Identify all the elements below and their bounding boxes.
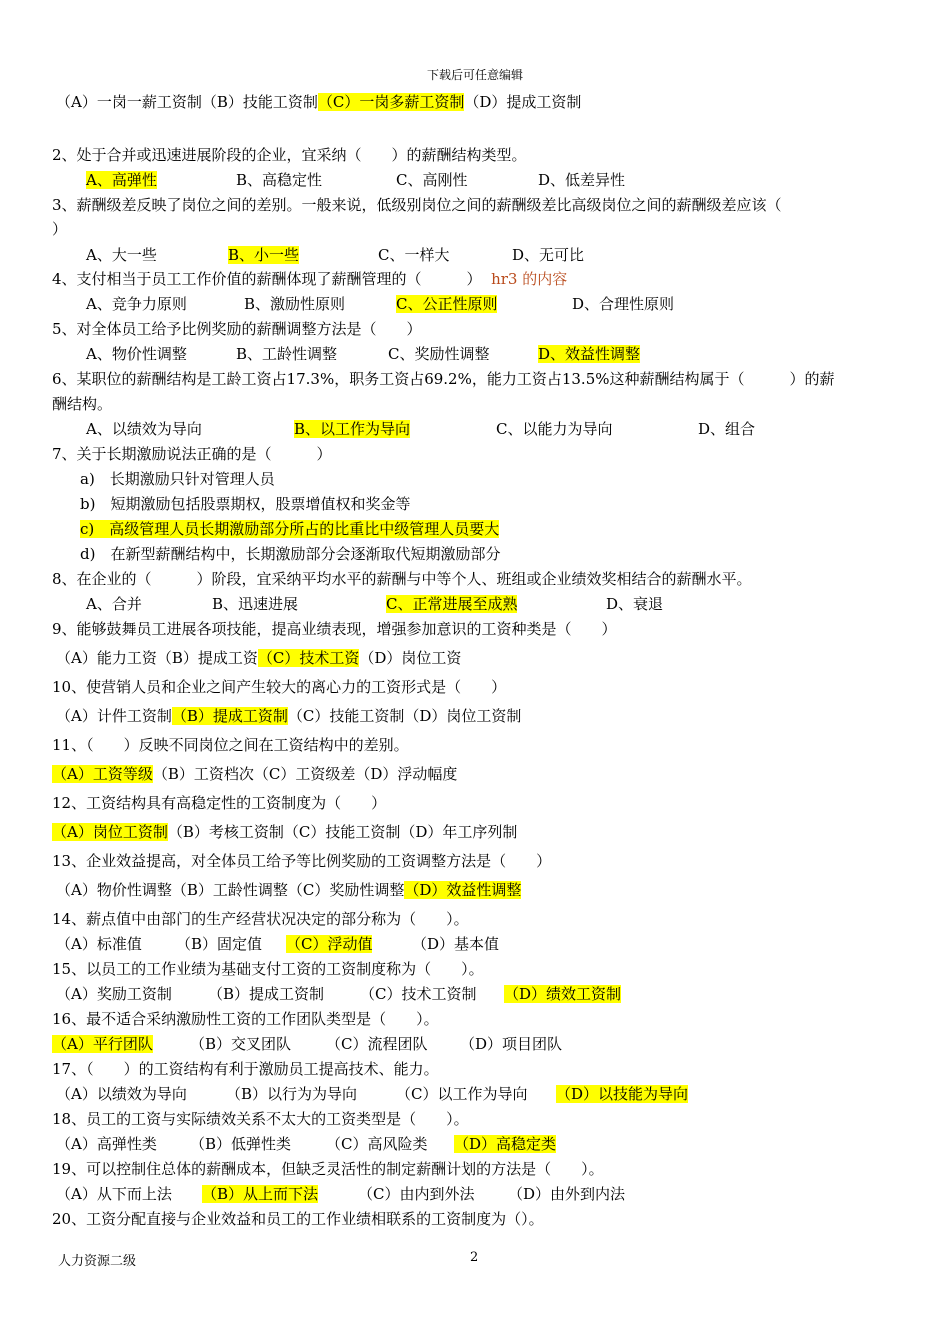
answer-option: （D）基本值 bbox=[412, 935, 500, 953]
highlighted-answer-option: B、以工作为导向 bbox=[294, 420, 411, 438]
answer-option: B、工龄性调整 bbox=[236, 345, 338, 363]
text-span: 2、处于合并或迅速进展阶段的企业，宜采纳（ ）的薪酬结构类型。 bbox=[52, 146, 527, 164]
text-line bbox=[52, 568, 898, 590]
text-span: 17、（ ）的工资结构有利于激励员工提高技术、能力。 bbox=[52, 1060, 439, 1078]
text-span: （A）能力工资（B）提成工资 bbox=[56, 649, 258, 667]
text-line bbox=[52, 1008, 898, 1030]
answer-option: D、组合 bbox=[698, 420, 756, 438]
answer-option: C、一样大 bbox=[378, 246, 450, 264]
text-line bbox=[52, 318, 898, 340]
text-span: 15、以员工的工作业绩为基础支付工资的工资制度称为（ ）。 bbox=[52, 960, 484, 978]
answer-option: （A）从下而上法 bbox=[56, 1185, 172, 1203]
text-line bbox=[52, 958, 898, 980]
highlighted-answer: （B）提成工资制 bbox=[171, 707, 288, 725]
text-span: 4、支付相当于员工工作价值的薪酬体现了薪酬管理的（ ） bbox=[52, 270, 482, 288]
answer-option: （A）奖励工资制 bbox=[56, 985, 172, 1003]
highlighted-answer-option: （B）从上而下法 bbox=[202, 1185, 319, 1203]
highlighted-answer-option: （A）平行团队 bbox=[52, 1035, 153, 1053]
highlighted-answer-option: A、高弹性 bbox=[86, 171, 157, 189]
footer-title: 人力资源二级 bbox=[58, 1254, 137, 1269]
highlighted-answer: （D）效益性调整 bbox=[404, 881, 522, 899]
text-span: b) 短期激励包括股票期权，股票增值权和奖金等 bbox=[80, 495, 411, 513]
page-number: 2 bbox=[470, 1250, 479, 1265]
text-span: 13、企业效益提高，对全体员工给予等比例奖励的工资调整方法是（ ） bbox=[52, 852, 552, 870]
text-line bbox=[80, 493, 898, 515]
text-span: （C）技能工资制（D）岗位工资制 bbox=[287, 707, 522, 725]
text-span: 8、在企业的（ ）阶段，宜采纳平均水平的薪酬与中等个人、班组或企业绩效奖相结合的薪酬水平。 bbox=[52, 570, 752, 588]
answer-option: C、以能力为导向 bbox=[496, 420, 613, 438]
highlighted-answer-option: （C）浮动值 bbox=[286, 935, 373, 953]
highlighted-answer: （C）技术工资 bbox=[257, 649, 360, 667]
answer-option: B、迅速进展 bbox=[212, 595, 299, 613]
text-line bbox=[52, 1108, 898, 1130]
answer-option: （B）低弹性类 bbox=[190, 1135, 292, 1153]
text-span: a) 长期激励只针对管理人员 bbox=[80, 470, 275, 488]
highlighted-answer-option: D、效益性调整 bbox=[538, 345, 641, 363]
text-line bbox=[52, 734, 898, 756]
text-line bbox=[80, 518, 898, 540]
answer-option: （C）由内到外法 bbox=[358, 1185, 475, 1203]
text-line bbox=[52, 850, 898, 872]
text-line bbox=[52, 676, 898, 698]
highlighted-answer: （C）一岗多薪工资制 bbox=[317, 93, 465, 111]
answer-option: A、大一些 bbox=[86, 246, 157, 264]
text-span: （A）一岗一薪工资制（B）技能工资制 bbox=[56, 93, 318, 111]
text-line bbox=[80, 543, 898, 565]
text-span: 20、工资分配直接与企业效益和员工的工作业绩相联系的工资制度为（）。 bbox=[52, 1210, 544, 1228]
answer-option: （C）以工作为导向 bbox=[396, 1085, 528, 1103]
text-span: （D）提成工资制 bbox=[464, 93, 582, 111]
text-line bbox=[52, 1158, 898, 1180]
text-line bbox=[52, 268, 898, 290]
text-span: 10、使营销人员和企业之间产生较大的离心力的工资形式是（ ） bbox=[52, 678, 507, 696]
answer-option: A、以绩效为导向 bbox=[86, 420, 202, 438]
answer-option: A、竞争力原则 bbox=[86, 295, 187, 313]
answer-option: A、物价性调整 bbox=[86, 345, 187, 363]
text-span: （B）工资档次（C）工资级差（D）浮动幅度 bbox=[152, 765, 458, 783]
text-line bbox=[52, 393, 898, 415]
text-line bbox=[52, 792, 898, 814]
answer-option: （A）标准值 bbox=[56, 935, 142, 953]
answer-option: （C）流程团队 bbox=[326, 1035, 428, 1053]
answer-option: D、无可比 bbox=[512, 246, 585, 264]
text-span: ） bbox=[52, 220, 68, 238]
text-line bbox=[52, 618, 898, 640]
text-span: （A）物价性调整（B）工龄性调整（C）奖励性调整 bbox=[56, 881, 405, 899]
text-span: 18、员工的工资与实际绩效关系不太大的工资类型是（ ）。 bbox=[52, 1110, 469, 1128]
highlighted-answer: （A）工资等级 bbox=[52, 765, 153, 783]
text-line bbox=[52, 1058, 898, 1080]
text-span: （D）岗位工资 bbox=[359, 649, 462, 667]
text-span: 9、能够鼓舞员工进展各项技能，提高业绩表现，增强参加意识的工资种类是（ ） bbox=[52, 620, 617, 638]
text-span: 11、（ ）反映不同岗位之间在工资结构中的差别。 bbox=[52, 736, 409, 754]
text-span: 19、可以控制住总体的薪酬成本，但缺乏灵活性的制定薪酬计划的方法是（ ）。 bbox=[52, 1160, 604, 1178]
text-span: 14、薪点值中由部门的生产经营状况决定的部分称为（ ）。 bbox=[52, 910, 469, 928]
text-span: 酬结构。 bbox=[52, 395, 113, 413]
answer-option: D、衰退 bbox=[606, 595, 664, 613]
answer-option: B、激励性原则 bbox=[244, 295, 346, 313]
text-line bbox=[52, 443, 898, 465]
text-line bbox=[80, 468, 898, 490]
text-line bbox=[52, 218, 898, 240]
highlighted-answer-option: （D）绩效工资制 bbox=[504, 985, 622, 1003]
answer-option: C、奖励性调整 bbox=[388, 345, 490, 363]
text-span: 6、某职位的薪酬结构是工龄工资占17.3%，职务工资占69.2%，能力工资占13.5%这种薪酬结构属于（ ）的薪 bbox=[52, 370, 835, 388]
text-line bbox=[56, 647, 898, 669]
text-line bbox=[52, 1208, 898, 1230]
text-span: （B）考核工资制（C）技能工资制（D）年工序列制 bbox=[167, 823, 518, 841]
text-line bbox=[52, 908, 898, 930]
text-span: （A）计件工资制 bbox=[56, 707, 172, 725]
highlighted-answer: c) 高级管理人员长期激励部分所占的比重比中级管理人员要大 bbox=[80, 520, 500, 538]
highlighted-answer-option: （D）以技能为导向 bbox=[556, 1085, 689, 1103]
answer-option: C、高刚性 bbox=[396, 171, 468, 189]
text-span: 5、对全体员工给予比例奖励的薪酬调整方法是（ ） bbox=[52, 320, 422, 338]
highlighted-answer-option: （D）高稳定类 bbox=[454, 1135, 557, 1153]
answer-option: （B）固定值 bbox=[176, 935, 263, 953]
answer-option: （B）以行为为导向 bbox=[226, 1085, 358, 1103]
text-line bbox=[52, 194, 898, 216]
answer-option: A、合并 bbox=[86, 595, 142, 613]
text-span: 12、工资结构具有高稳定性的工资制度为（ ） bbox=[52, 794, 387, 812]
answer-option: （D）项目团队 bbox=[460, 1035, 563, 1053]
text-span: 16、最不适合采纳激励性工资的工作团队类型是（ ）。 bbox=[52, 1010, 439, 1028]
answer-option: D、低差异性 bbox=[538, 171, 626, 189]
highlighted-answer-option: C、正常进展至成熟 bbox=[386, 595, 518, 613]
text-span: 3、薪酬级差反映了岗位之间的差别。一般来说，低级别岗位之间的薪酬级差比高级岗位之间的薪酬级差应该（ bbox=[52, 196, 782, 214]
answer-option: B、高稳定性 bbox=[236, 171, 323, 189]
text-span: 7、关于长期激励说法正确的是（ ） bbox=[52, 445, 332, 463]
text-line bbox=[56, 91, 898, 113]
answer-option: （A）以绩效为导向 bbox=[56, 1085, 187, 1103]
highlighted-answer: （A）岗位工资制 bbox=[52, 823, 168, 841]
highlighted-answer-option: C、公正性原则 bbox=[396, 295, 498, 313]
answer-option: D、合理性原则 bbox=[572, 295, 675, 313]
text-line bbox=[52, 368, 898, 390]
text-line bbox=[56, 705, 898, 727]
answer-option: （B）提成工资制 bbox=[208, 985, 325, 1003]
page-header: 下载后可任意编辑 bbox=[426, 68, 523, 82]
answer-option: （C）技术工资制 bbox=[360, 985, 477, 1003]
answer-option: （B）交叉团队 bbox=[190, 1035, 292, 1053]
highlighted-answer-option: B、小一些 bbox=[228, 246, 300, 264]
text-line bbox=[52, 763, 898, 785]
answer-option: （D）由外到内法 bbox=[508, 1185, 626, 1203]
text-line bbox=[56, 879, 898, 901]
answer-option: （C）高风险类 bbox=[326, 1135, 428, 1153]
text-line bbox=[52, 821, 898, 843]
text-line bbox=[52, 144, 898, 166]
text-span: hr3 的内容 bbox=[481, 270, 568, 288]
answer-option: （A）高弹性类 bbox=[56, 1135, 157, 1153]
text-span: d) 在新型薪酬结构中，长期激励部分会逐渐取代短期激励部分 bbox=[80, 545, 501, 563]
